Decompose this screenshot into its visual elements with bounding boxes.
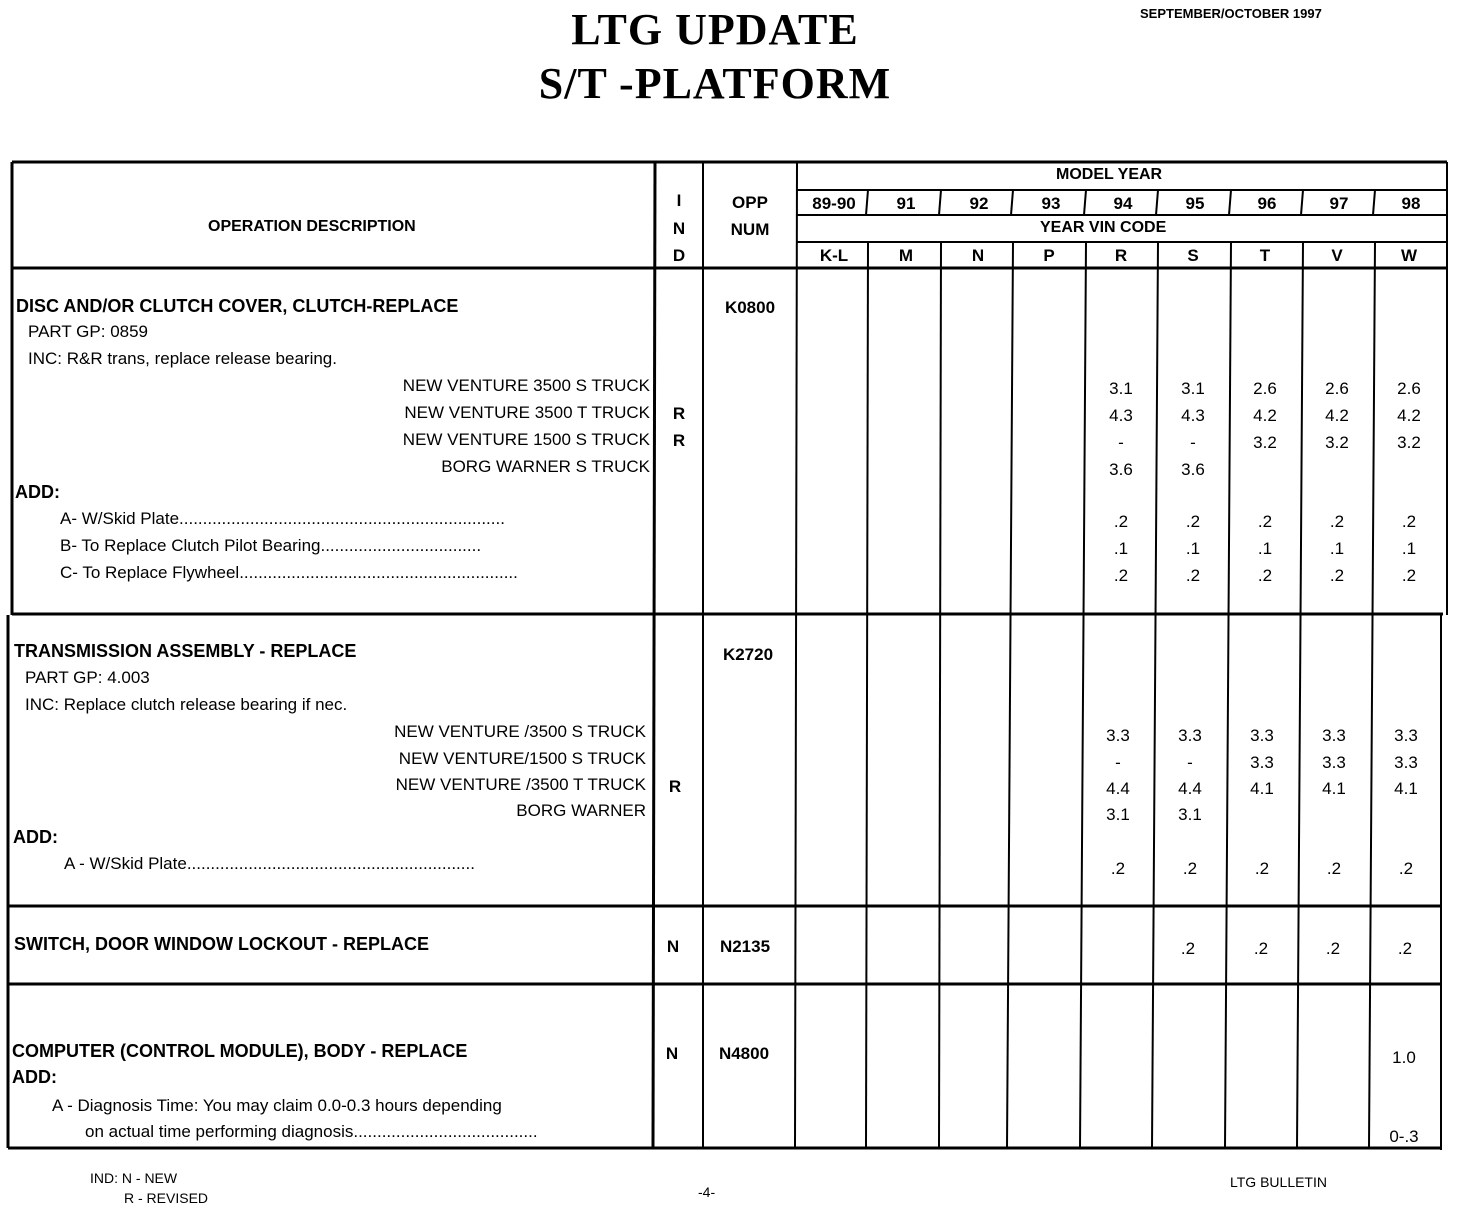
value-cell: 3.3 [1394,726,1418,745]
value-cell: .2 [1180,939,1196,958]
value-cell: .2 [1185,512,1201,531]
vehicle-row-label: NEW VENTURE 3500 T TRUCK [404,403,650,422]
operation-description-header: OPERATION DESCRIPTION [208,218,416,235]
year-header: 91 [896,194,916,213]
opp-number: K2720 [722,645,774,664]
operation-title: COMPUTER (CONTROL MODULE), BODY - REPLACE [12,1041,468,1061]
value-cell: .2 [1325,939,1341,958]
value-cell: 3.3 [1178,726,1202,745]
value-cell: 4.4 [1106,779,1130,798]
vin-code-header: M [898,246,914,265]
value-cell: 4.3 [1181,406,1205,425]
year-header: 98 [1401,194,1421,213]
value-cell: 3.3 [1322,726,1346,745]
year-header: 97 [1329,194,1349,213]
add-item-label: A- W/Skid Plate..................................................................... [60,509,505,528]
bulletin-label: LTG BULLETIN [1230,1174,1327,1190]
ind-legend-new: IND: N - NEW [90,1170,178,1186]
vehicle-row-label: NEW VENTURE 3500 S TRUCK [402,376,650,395]
vehicle-row-label: NEW VENTURE /3500 T TRUCK [395,775,646,794]
value-cell: 4.1 [1250,779,1274,798]
value-cell: .2 [1398,859,1414,878]
value-cell: .2 [1329,512,1345,531]
value-cell: .2 [1401,566,1417,585]
value-cell: .1 [1329,539,1345,558]
add-item-label: C- To Replace Flywheel........................................................... [60,563,518,582]
add-label: ADD: [12,1067,57,1087]
value-cell: .2 [1253,939,1269,958]
model-year-header: MODEL YEAR [1056,166,1163,183]
value-cell: .2 [1185,566,1201,585]
vin-code-header: T [1259,246,1271,265]
operation-title: DISC AND/OR CLUTCH COVER, CLUTCH-REPLACE [16,296,459,316]
value-cell: 3.1 [1181,379,1205,398]
value-cell: 3.3 [1250,753,1274,772]
ind-legend-revised: R - REVISED [124,1190,209,1206]
value-cell: .1 [1185,539,1201,558]
value-cell: - [1187,753,1193,772]
value-cell: .2 [1329,566,1345,585]
opp-header: OPP [732,193,768,212]
vin-code-header: V [1331,246,1343,265]
ind-flag: N [665,1044,679,1063]
value-cell: 3.6 [1109,460,1133,479]
part-group: PART GP: 4.003 [25,668,150,687]
value-cell: 4.2 [1325,406,1349,425]
vin-code-header: P [1043,246,1055,265]
value-cell: 3.3 [1106,726,1130,745]
vehicle-row-label: BORG WARNER [516,801,646,820]
vehicle-row-label: NEW VENTURE/1500 S TRUCK [398,749,646,768]
value-cell: 4.1 [1394,779,1418,798]
year-header: 93 [1041,194,1061,213]
value-cell: .2 [1113,512,1129,531]
value-cell: 4.3 [1109,406,1133,425]
value-cell: - [1115,753,1121,772]
ind-flag: N [666,937,680,956]
opp-number: K0800 [724,298,776,317]
part-group: PART GP: 0859 [28,322,149,341]
value-cell: .2 [1182,859,1198,878]
year-header: 94 [1113,194,1133,213]
value-cell: .2 [1113,566,1129,585]
operation-title: SWITCH, DOOR WINDOW LOCKOUT - REPLACE [14,934,429,954]
vin-code-header: K-L [819,246,849,265]
value-cell: .1 [1401,539,1417,558]
value-cell: .2 [1257,512,1273,531]
add-label: ADD: [13,827,58,847]
num-header: NUM [730,220,770,239]
value-cell: 4.4 [1178,779,1202,798]
vin-code-header: R [1114,246,1128,265]
vehicle-row-label: NEW VENTURE /3500 S TRUCK [394,722,646,741]
year-header: 92 [969,194,989,213]
value-cell: 1.0 [1392,1048,1416,1067]
value-cell: 3.3 [1394,753,1418,772]
vin-code-header: S [1187,246,1199,265]
ind-flag: R [668,777,682,796]
value-cell: .2 [1254,859,1270,878]
ind-flag: R [672,431,686,450]
vin-code-header: N [971,246,985,265]
value-cell: .2 [1397,939,1413,958]
value-cell: 2.6 [1325,379,1349,398]
value-cell: 0-.3 [1389,1127,1419,1146]
value-cell: 3.1 [1178,805,1202,824]
ind-flag: R [672,404,686,423]
page-title: LTG UPDATE [571,5,859,54]
vehicle-row-label: BORG WARNER S TRUCK [441,457,650,476]
opp-number: N2135 [719,937,771,956]
year-header: 89-90 [812,194,856,213]
bulletin-date: SEPTEMBER/OCTOBER 1997 [1140,6,1322,21]
value-cell: 4.1 [1322,779,1346,798]
ind-header-n: N [672,219,686,238]
page-number: -4- [698,1184,716,1200]
year-header: 96 [1257,194,1277,213]
value-cell: 4.2 [1397,406,1421,425]
year-vin-code-header: YEAR VIN CODE [1040,219,1167,236]
value-cell: 2.6 [1397,379,1421,398]
value-cell: 3.6 [1181,460,1205,479]
value-cell: .2 [1257,566,1273,585]
ind-header-i: I [676,191,682,210]
add-label: ADD: [15,482,60,502]
value-cell: 4.2 [1253,406,1277,425]
value-cell: 3.2 [1325,433,1349,452]
value-cell: .2 [1110,859,1126,878]
value-cell: 2.6 [1253,379,1277,398]
value-cell: 3.1 [1109,379,1133,398]
value-cell: 3.2 [1253,433,1277,452]
add-item-label: A - W/Skid Plate............................................................. [64,854,475,873]
inc-note: INC: R&R trans, replace release bearing. [28,349,337,368]
value-cell: - [1118,433,1124,452]
ind-header-d: D [672,246,686,265]
value-cell: 3.3 [1322,753,1346,772]
value-cell: .2 [1326,859,1342,878]
add-item-label: B- To Replace Clutch Pilot Bearing.................................. [60,536,482,555]
year-header: 95 [1185,194,1205,213]
inc-note: INC: Replace clutch release bearing if nec. [25,695,348,714]
opp-number: N4800 [718,1044,770,1063]
value-cell: .1 [1113,539,1129,558]
operation-title: TRANSMISSION ASSEMBLY - REPLACE [14,641,357,661]
page-subtitle: S/T -PLATFORM [538,59,892,108]
vehicle-row-label: NEW VENTURE 1500 S TRUCK [402,430,650,449]
value-cell: .1 [1257,539,1273,558]
value-cell: - [1190,433,1196,452]
value-cell: 3.3 [1250,726,1274,745]
add-item-label: A - Diagnosis Time: You may claim 0.0-0.3 hours depending [52,1096,502,1115]
add-item-label-continued: on actual time performing diagnosis....................................... [85,1122,538,1141]
value-cell: 3.2 [1397,433,1421,452]
vin-code-header: W [1400,246,1418,265]
value-cell: 3.1 [1106,805,1130,824]
value-cell: .2 [1401,512,1417,531]
